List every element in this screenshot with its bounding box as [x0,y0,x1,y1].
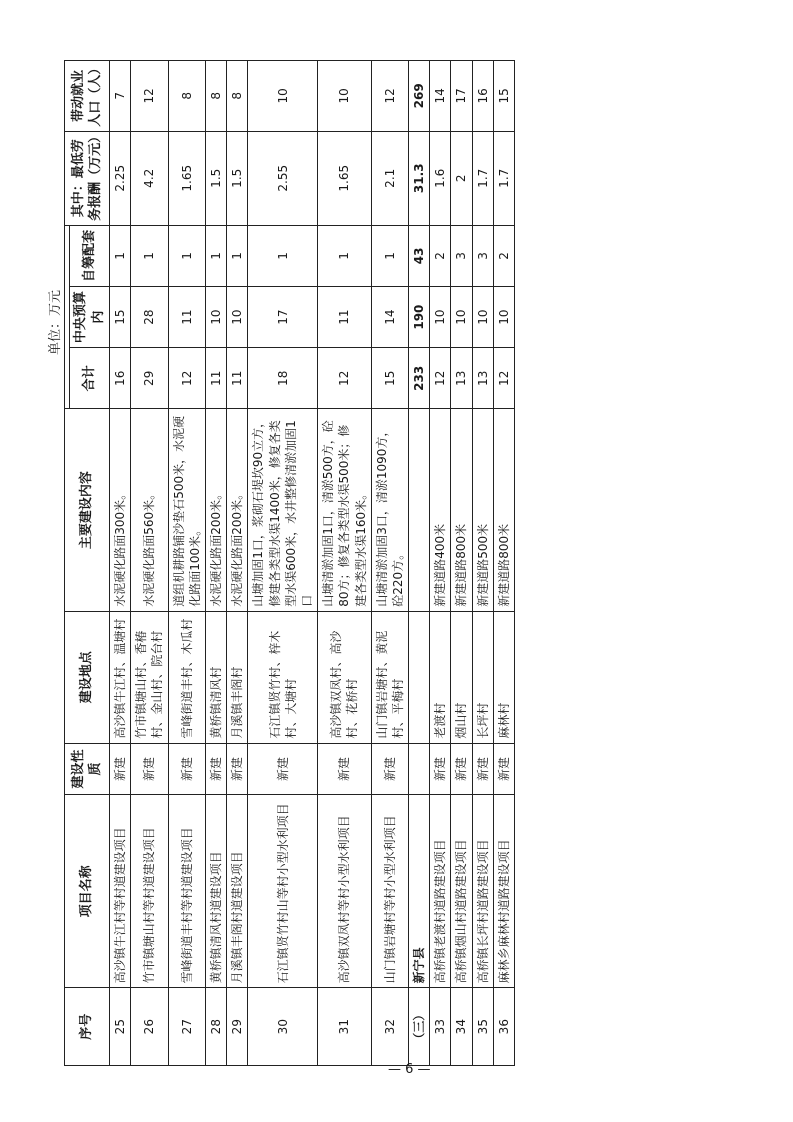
cell-name: 高沙镇牛江村等村道建设项目 [110,795,131,988]
cell-name: 石江镇贤竹村山等村小型水利项目 [248,795,318,988]
cell-seq: 31 [318,988,372,1066]
cell-jobs: 12 [131,61,168,132]
cell-name: 高桥镇长坪村道路建设项目 [472,795,493,988]
cell-content: 水泥硬化路面200米。 [206,409,227,611]
cell-total: 12 [430,348,451,409]
table-body [110,61,515,1066]
cell-central: 10 [451,287,472,348]
cell-name: 月溪镇丰阁村道建设项目 [227,795,248,988]
cell-name: 麻林乡麻林村道路建设项目 [493,795,514,988]
cell-labor: 2.1 [371,131,408,225]
cell-total: 18 [248,348,318,409]
cell-self: 3 [451,225,472,286]
cell-self: 2 [493,225,514,286]
cell-self: 1 [131,225,168,286]
cell-location: 高沙镇双凤村、高沙村、花桥村 [318,611,372,743]
cell-labor: 2.25 [110,131,131,225]
cell-labor: 2 [451,131,472,225]
cell-self: 1 [206,225,227,286]
cell-self: 2 [430,225,451,286]
cell-labor: 1.65 [168,131,205,225]
cell-name: 竹市镇塘山村等村道建设项目 [131,795,168,988]
cell-seq: 35 [472,988,493,1066]
cell-self: 1 [227,225,248,286]
cell-jobs: 15 [493,61,514,132]
cell-total: 11 [227,348,248,409]
cell-central: 10 [430,287,451,348]
cell-self: 1 [371,225,408,286]
cell-name: 黄桥镇清风村道建设项目 [206,795,227,988]
page-number: — 6 — [388,1062,431,1077]
cell-jobs: 8 [168,61,205,132]
cell-central: 14 [371,287,408,348]
table-row [318,61,372,1066]
cell-nature: 新建 [318,743,372,795]
cell-seq: 30 [248,988,318,1066]
cell-jobs: 7 [110,61,131,132]
project-table [64,60,515,1066]
subtotal-row [409,61,430,1066]
cell-content: 水泥硬化路面300米。 [110,409,131,611]
cell-nature: 新建 [451,743,472,795]
cell-nature: 新建 [472,743,493,795]
cell-content: 水泥硬化路面560米。 [131,409,168,611]
cell-content: 山塘清淤加固3口，清淤1090方，砼220方。 [371,409,408,611]
header-seq: 序号 [65,988,110,1066]
cell-nature: 新建 [371,743,408,795]
cell-central: 10 [206,287,227,348]
cell-central: 10 [493,287,514,348]
cell-total: 11 [206,348,227,409]
cell-labor: 1.65 [318,131,372,225]
rotated-table-page [48,60,737,1066]
table-row [430,61,451,1066]
cell-total: 29 [131,348,168,409]
table-row [248,61,318,1066]
cell-labor: 1.5 [227,131,248,225]
cell-content: 山塘加固1口，浆砌石堤坎90立方，修建各类型水渠1400米，修复各类型水渠600米，水井整修清淤加固1口 [248,409,318,611]
cell-jobs: 10 [318,61,372,132]
cell-seq: 34 [451,988,472,1066]
cell-content: 道组机耕路铺沙垫石500米，水泥硬化路面100米。 [168,409,205,611]
cell-location: 月溪镇丰阁村 [227,611,248,743]
subtotal-seq: （三） [409,988,430,1066]
subtotal-central: 190 [409,287,430,348]
cell-total: 16 [110,348,131,409]
cell-content: 山塘清淤加固1口，清淤500方，砼80方；修复各类型水渠500米；修建各类型水渠160米。 [318,409,372,611]
cell-central: 28 [131,287,168,348]
cell-seq: 27 [168,988,205,1066]
cell-nature: 新建 [168,743,205,795]
cell-nature: 新建 [430,743,451,795]
cell-self: 1 [248,225,318,286]
cell-labor: 1.6 [430,131,451,225]
header-location: 建设地点 [65,611,110,743]
cell-central: 10 [472,287,493,348]
cell-self: 1 [318,225,372,286]
header-row [65,61,70,1066]
cell-self: 1 [110,225,131,286]
cell-nature: 新建 [131,743,168,795]
cell-location: 烟山村 [451,611,472,743]
cell-location: 竹市镇塘山村、香椿村、金山村、院台村 [131,611,168,743]
table-row [206,61,227,1066]
cell-location: 黄桥镇清风村 [206,611,227,743]
header-content: 主要建设内容 [65,409,110,611]
header-labor: 其中：最低劳务报酬（万元） [65,131,110,225]
subtotal-location [409,611,430,743]
subtotal-content [409,409,430,611]
cell-location: 石江镇贤竹村、梓木村、大塘村 [248,611,318,743]
cell-location: 山门镇岩塘村、黄泥村、平梅村 [371,611,408,743]
cell-seq: 33 [430,988,451,1066]
cell-seq: 36 [493,988,514,1066]
cell-central: 10 [227,287,248,348]
cell-name: 高沙镇双凤村等村小型水利项目 [318,795,372,988]
cell-jobs: 8 [206,61,227,132]
cell-jobs: 17 [451,61,472,132]
header-nature: 建设性质 [65,743,110,795]
header-jobs: 带动就业人口（人） [65,61,110,132]
header-name: 项目名称 [65,795,110,988]
cell-seq: 29 [227,988,248,1066]
cell-location: 雪峰街道丰村、木瓜村 [168,611,205,743]
table-row [131,61,168,1066]
table-row [451,61,472,1066]
cell-central: 11 [168,287,205,348]
cell-total: 12 [168,348,205,409]
subtotal-labor: 31.3 [409,131,430,225]
cell-nature: 新建 [206,743,227,795]
cell-seq: 26 [131,988,168,1066]
cell-self: 3 [472,225,493,286]
cell-central: 15 [110,287,131,348]
cell-central: 11 [318,287,372,348]
cell-total: 12 [318,348,372,409]
cell-labor: 4.2 [131,131,168,225]
table-row [110,61,131,1066]
cell-location: 高沙镇牛江村、温塘村 [110,611,131,743]
cell-seq: 25 [110,988,131,1066]
cell-location: 老渡村 [430,611,451,743]
cell-location: 麻林村 [493,611,514,743]
header-central: 中央预算内 [70,287,110,348]
table-row [472,61,493,1066]
unit-label: 单位：万元 [48,290,63,356]
cell-location: 长坪村 [472,611,493,743]
header-total: 合计 [70,348,110,409]
table-row [371,61,408,1066]
cell-content: 新建道路400米 [430,409,451,611]
cell-name: 高桥镇烟山村道路建设项目 [451,795,472,988]
cell-seq: 32 [371,988,408,1066]
cell-total: 13 [472,348,493,409]
cell-self: 1 [168,225,205,286]
cell-nature: 新建 [248,743,318,795]
subtotal-nature [409,743,430,795]
subtotal-jobs: 269 [409,61,430,132]
subtotal-total: 233 [409,348,430,409]
cell-content: 新建道路500米 [472,409,493,611]
cell-content: 水泥硬化路面200米。 [227,409,248,611]
cell-central: 17 [248,287,318,348]
cell-content: 新建道路800米 [451,409,472,611]
cell-labor: 2.55 [248,131,318,225]
cell-jobs: 14 [430,61,451,132]
cell-nature: 新建 [110,743,131,795]
cell-jobs: 12 [371,61,408,132]
table-row [493,61,514,1066]
header-self: 自筹配套 [70,225,110,286]
cell-seq: 28 [206,988,227,1066]
cell-jobs: 16 [472,61,493,132]
cell-total: 13 [451,348,472,409]
cell-total: 12 [493,348,514,409]
cell-total: 15 [371,348,408,409]
cell-name: 高桥镇老渡村道路建设项目 [430,795,451,988]
table-row [227,61,248,1066]
cell-jobs: 8 [227,61,248,132]
subtotal-name: 新宁县 [409,795,430,988]
cell-labor: 1.7 [472,131,493,225]
cell-nature: 新建 [227,743,248,795]
cell-name: 雪峰街道丰村等村道建设项目 [168,795,205,988]
cell-nature: 新建 [493,743,514,795]
subtotal-self: 43 [409,225,430,286]
cell-jobs: 10 [248,61,318,132]
cell-name: 山门镇岩塘村等村小型水利项目 [371,795,408,988]
table-row [168,61,205,1066]
cell-content: 新建道路800米 [493,409,514,611]
cell-labor: 1.5 [206,131,227,225]
cell-labor: 1.7 [493,131,514,225]
